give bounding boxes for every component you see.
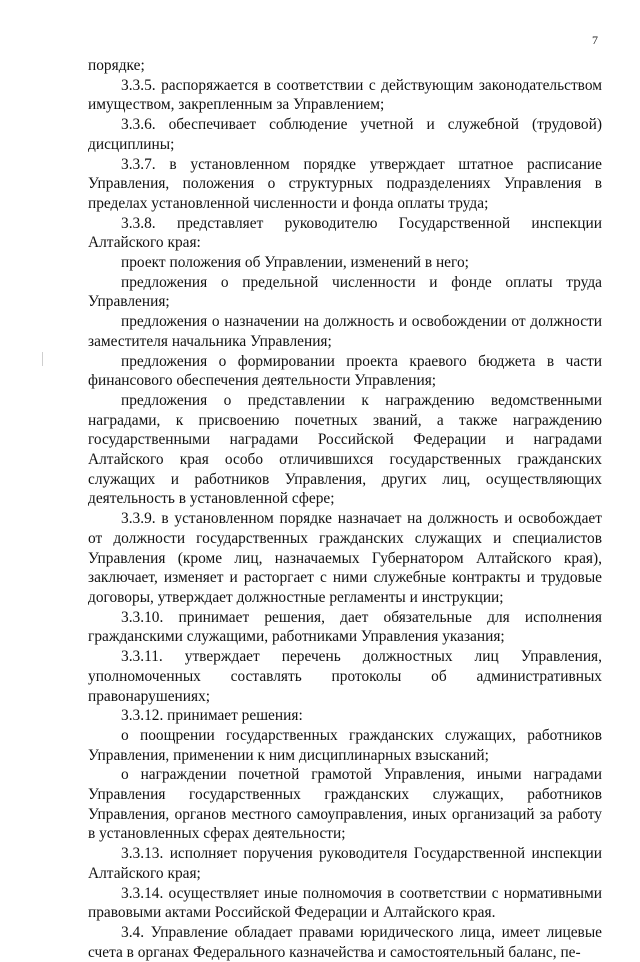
paragraph: о награждении почетной грамотой Управления, иными наградами Управления государственных гражданских служащих, работников Управления, органов местного самоуправления, иных организаций за работу в установленных сферах деятельности; [88,766,602,843]
paragraph: предложения о предельной численности и фонде оплаты труда Управления; [88,273,602,311]
page-number: 7 [592,33,598,47]
paragraph: 3.3.6. обеспечивает соблюдение учетной и служебной (трудовой) дисциплины; [88,116,602,153]
paragraph: проект положения об Управлении, изменений в него; [121,254,469,272]
paragraph: предложения о представлении к награждению ведомственными наградами, к присвоению почетных званий, а также награждению государственными наградами Российской Федерации и наградами Алтайского края особо отличившихся государственных гражданских служащих и работников Управления, других лиц, осуществляющих деятельность в установленной сфере; [88,391,602,508]
paragraph: порядке; [88,57,145,74]
paragraph: 3.3.11. утверждает перечень должностных лиц Управления, уполномоченных составлять протоколы об административных правонарушениях; [88,648,602,705]
paragraph: 3.3.13. исполняет поручения руководителя Государственной инспекции Алтайского края; [88,845,602,882]
document-body [88,56,602,962]
margin-mark [42,352,43,366]
paragraph: 3.3.10. принимает решения, дает обязательные для исполнения гражданскими служащими, работниками Управления указания; [88,608,602,646]
paragraph: предложения о формировании проекта краевого бюджета в части финансового обеспечения деятельности Управления; [88,352,602,390]
paragraph: предложения о назначении на должность и освобождении от должности заместителя начальника Управления; [88,313,602,350]
paragraph: 3.4. Управление обладает правами юридического лица, имеет лицевые счета в органах Федерального казначейства и самостоятельный баланс, пе- [88,923,602,961]
paragraph: о поощрении государственных гражданских служащих, работников Управления, применении к ним дисциплинарных взысканий; [88,726,602,764]
paragraph: 3.3.9. в установленном порядке назначает на должность и освобождает от должности государственных гражданских служащих и специалистов Управления (кроме лиц, назначаемых Губернатором Алтайского края), заключает, изменяет и расторгает с ними служебные контракты и трудовые договоры, утверждает должностные регламенты и инструкции; [88,510,602,606]
paragraph: 3.3.5. распоряжается в соответствии с действующим законодательством имуществом, закрепленным за Управлением; [88,76,602,114]
paragraph: 3.3.14. осуществляет иные полномочия в соответствии с нормативными правовыми актами Российской Федерации и Алтайского края. [88,884,602,922]
paragraph: 3.3.8. представляет руководителю Государственной инспекции Алтайского края: [88,214,602,252]
paragraph: 3.3.7. в установленном порядке утверждает штатное расписание Управления, положения о структурных подразделениях Управления в пределах установленной численности и фонда оплаты труда; [88,155,602,212]
paragraph: 3.3.12. принимает решения: [121,707,303,725]
